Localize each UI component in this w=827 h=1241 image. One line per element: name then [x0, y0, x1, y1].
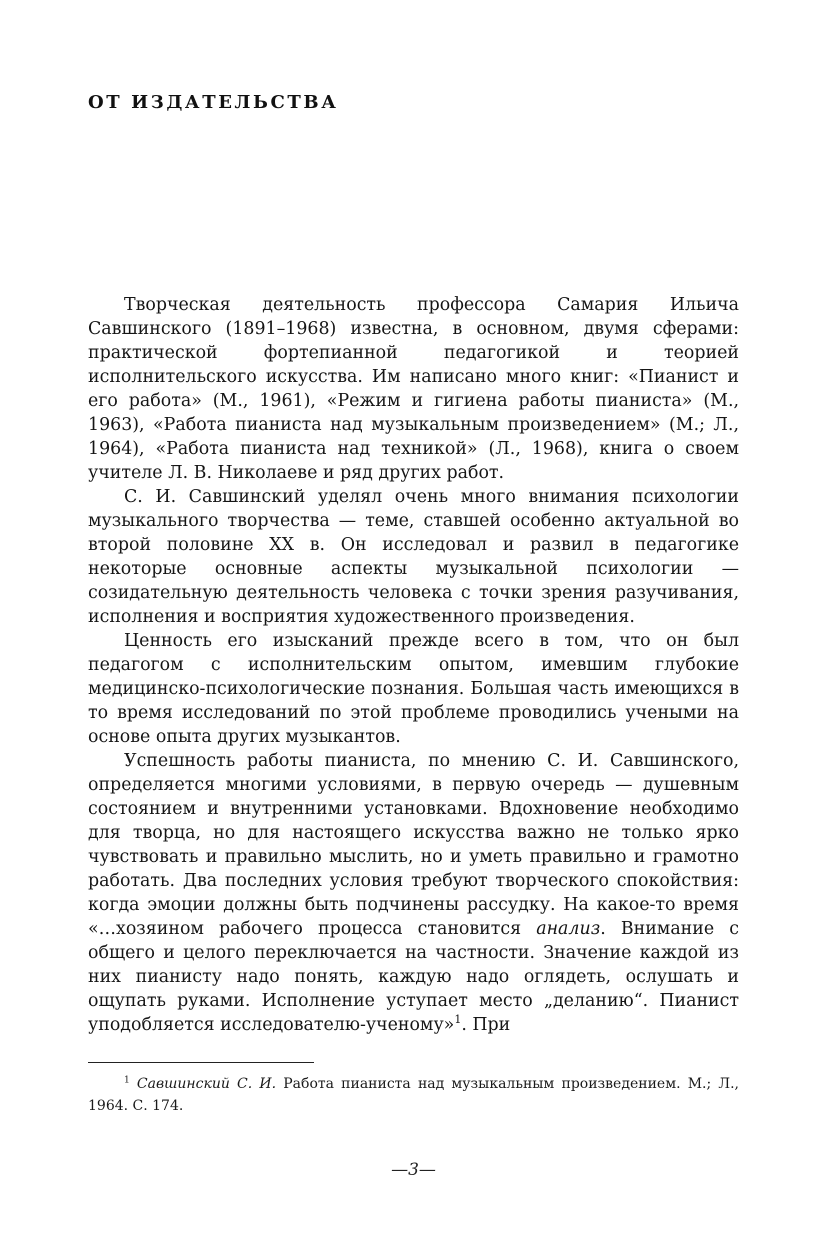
paragraph-4-text-a: Успешность работы пианиста, по мнению С. И. Савшинского, определяется многими условиями, в первую очередь — душевным состоянием и внутренними установками. Вдохновение необходимо для творца, но для настоящего искусства важно не только ярко чувствовать и правильно мыслить, но и уметь правильно и грамотно работать. Два последних условия требуют творческого спокойствия: когда эмоции должны быть подчинены рассудку. На какое-то время «…хозяином рабочего процесса становится	[88, 751, 739, 939]
section-heading: ОТ ИЗДАТЕЛЬСТВА	[88, 92, 339, 113]
footnote-reference[interactable]: 1	[454, 1013, 462, 1027]
paragraph-4-text-b: . Внимание с общего и целого переключается на частности. Значение каждой из них пианисту надо понять, каждую надо оглядеть, ослушать и ощупать руками. Исполнение уступает место „деланию“. Пианист уподобляется исследователю-ученому»	[88, 919, 740, 1035]
paragraph-4-text-c: . При	[461, 1015, 511, 1035]
paragraph-3: Ценность его изысканий прежде всего в том, что он был педагогом с исполнительским опытом, имевшим глубокие медицинско-психологические познания. Большая часть имеющихся в то время исследований по этой проблеме проводились учеными на основе опыта других музыкантов.	[88, 631, 739, 747]
body-text	[88, 293, 739, 1037]
footnote-text: Работа пианиста над музыкальным произведением. М.; Л., 1964. С. 174.	[88, 1076, 739, 1114]
footnote-divider	[88, 1062, 314, 1063]
footnote-marker: 1	[124, 1075, 130, 1086]
paragraph-4	[88, 749, 739, 1037]
paragraph-4-emphasis: анализ	[536, 919, 601, 939]
footnote	[88, 1073, 739, 1117]
page-number: —3—	[391, 1160, 436, 1180]
paragraph-1: Творческая деятельность профессора Самария Ильича Савшинского (1891–1968) известна, в основном, двумя сферами: практической фортепианной педагогикой и теорией исполнительского искусства. Им написано много книг: «Пианист и его работа» (М., 1961), «Режим и гигиена работы пианиста» (М., 1963), «Работа пианиста над музыкальным произведением» (М.; Л., 1964), «Работа пианиста над техникой» (Л., 1968), книга о своем учителе Л. В. Николаеве и ряд других работ.	[88, 295, 739, 483]
footnote-author: Савшинский С. И.	[136, 1076, 277, 1092]
paragraph-2: С. И. Савшинский уделял очень много внимания психологии музыкального творчества — теме, ставшей особенно актуальной во второй половине XX в. Он исследовал и развил в педагогике некоторые основные аспекты музыкальной психологии — созидательную деятельность человека с точки зрения разучивания, исполнения и восприятия художественного произведения.	[88, 487, 739, 627]
